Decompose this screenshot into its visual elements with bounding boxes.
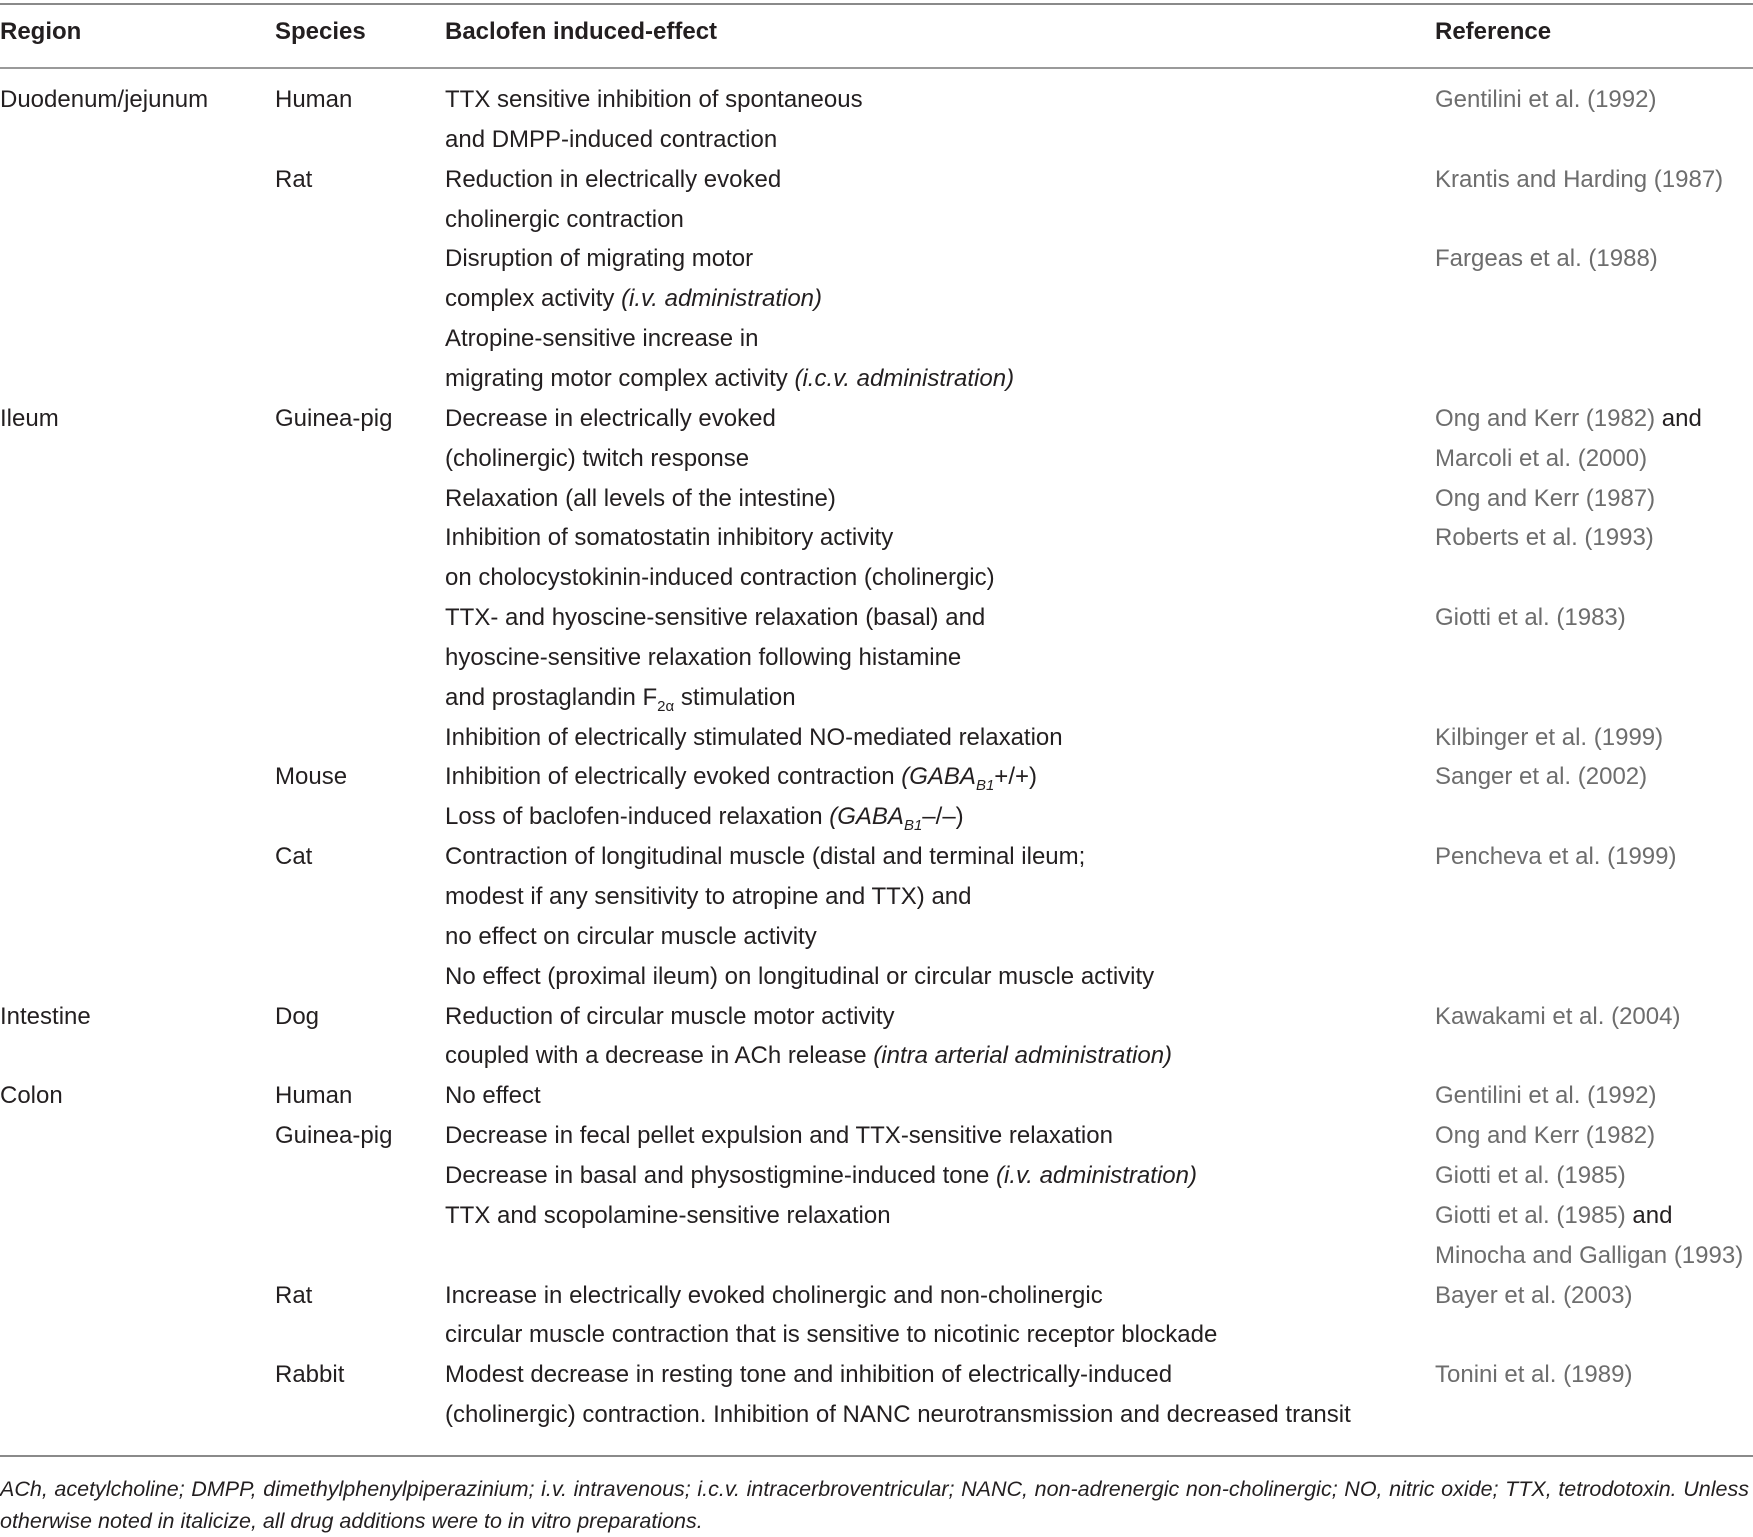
text-run: Fargeas et al. (1988) xyxy=(1435,245,1658,273)
cell-effect xyxy=(445,1156,1197,1196)
cell-effect xyxy=(445,957,1154,997)
table-row xyxy=(0,1076,1753,1116)
text-run: Kawakami et al. (2004) xyxy=(1435,1002,1681,1030)
cell-effect xyxy=(445,638,961,678)
table-row xyxy=(0,558,1753,598)
cell-effect xyxy=(445,80,863,120)
table-row xyxy=(0,718,1753,758)
text-run: (GABA xyxy=(901,763,976,791)
cell-region: Colon xyxy=(0,1082,63,1110)
cell-species: Dog xyxy=(275,1002,320,1030)
text-run: complex activity xyxy=(445,285,622,313)
text-run: Ong and Kerr (1982) xyxy=(1435,1122,1656,1150)
cell-region: Ileum xyxy=(0,404,59,432)
table-row xyxy=(0,837,1753,877)
text-run: Inhibition of electrically evoked contraction xyxy=(445,763,902,791)
text-run: Bayer et al. (2003) xyxy=(1435,1281,1633,1309)
cell-reference xyxy=(1435,1196,1672,1236)
text-run: (cholinergic) contraction. Inhibition of NANC neurotransmission and decreased transit xyxy=(445,1401,1351,1429)
text-run: stimulation xyxy=(674,683,796,711)
table-row xyxy=(0,1156,1753,1196)
text-run: Reduction of circular muscle motor activity xyxy=(445,1002,895,1030)
table-row xyxy=(0,120,1753,160)
text-run: Decrease in electrically evoked xyxy=(445,404,776,432)
table-row xyxy=(0,359,1753,399)
table-row xyxy=(0,598,1753,638)
text-run: Sanger et al. (2002) xyxy=(1435,763,1648,791)
cell-effect xyxy=(445,279,822,319)
cell-effect xyxy=(445,1315,1217,1355)
cell-effect xyxy=(445,1036,1172,1076)
cell-reference xyxy=(1435,399,1702,439)
table-row xyxy=(0,319,1753,359)
text-run: Ong and Kerr (1982) xyxy=(1435,404,1656,432)
cell-region: Intestine xyxy=(0,1002,91,1030)
cell-effect xyxy=(445,439,749,479)
cell-effect xyxy=(445,1395,1351,1435)
table-row xyxy=(0,1036,1753,1076)
cell-species: Guinea-pig xyxy=(275,1122,393,1150)
text-run: hyoscine-sensitive relaxation following histamine xyxy=(445,643,962,671)
table-row xyxy=(0,80,1753,120)
cell-effect xyxy=(445,1355,1172,1395)
text-run: TTX sensitive inhibition of spontaneous xyxy=(445,86,863,113)
cell-effect xyxy=(445,1116,1113,1156)
text-run: Ong and Kerr (1987) xyxy=(1435,484,1656,512)
cell-species: Rabbit xyxy=(275,1361,345,1389)
header-reference: Reference xyxy=(1435,18,1552,45)
text-run: Gentilini et al. (1992) xyxy=(1435,86,1657,113)
text-run: (i.v. administration) xyxy=(621,285,823,313)
cell-effect xyxy=(445,479,836,519)
cell-species: Mouse xyxy=(275,763,348,791)
text-run: (i.c.v. administration) xyxy=(794,364,1015,392)
cell-species: Rat xyxy=(275,165,313,193)
cell-species: Human xyxy=(275,86,353,113)
cell-effect xyxy=(445,1076,541,1116)
table-bottom-rule xyxy=(0,1455,1753,1457)
table-row xyxy=(0,1315,1753,1355)
text-run: Pencheva et al. (1999) xyxy=(1435,843,1677,871)
text-run: and xyxy=(1625,1201,1673,1229)
cell-effect xyxy=(445,239,753,279)
cell-species: Guinea-pig xyxy=(275,404,393,432)
table-row xyxy=(0,877,1753,917)
cell-reference xyxy=(1435,479,1655,519)
cell-effect xyxy=(445,200,684,240)
cell-reference xyxy=(1435,598,1626,638)
cell-effect xyxy=(445,399,776,439)
text-run: coupled with a decrease in ACh release xyxy=(445,1042,874,1070)
header-effect: Baclofen induced-effect xyxy=(445,18,718,45)
cell-reference xyxy=(1435,1156,1626,1196)
table-row xyxy=(0,1355,1753,1395)
text-run: Roberts et al. (1993) xyxy=(1435,524,1654,552)
text-run: Contraction of longitudinal muscle (distal and terminal ileum; xyxy=(445,843,1086,871)
cell-effect xyxy=(445,837,1085,877)
cell-reference xyxy=(1435,718,1663,758)
text-run: No effect xyxy=(445,1082,541,1110)
cell-reference xyxy=(1435,837,1677,877)
text-run: Giotti et al. (1985) xyxy=(1435,1201,1626,1229)
text-run: Krantis and Harding (1987) xyxy=(1435,165,1724,193)
cell-effect xyxy=(445,877,972,917)
cell-effect xyxy=(445,678,796,718)
text-run: Gentilini et al. (1992) xyxy=(1435,1082,1657,1110)
cell-reference xyxy=(1435,757,1647,797)
text-run: Minocha and Galligan (1993) xyxy=(1435,1241,1744,1269)
text-run: No effect (proximal ileum) on longitudinal or circular muscle activity xyxy=(445,962,1155,990)
table-row xyxy=(0,757,1753,797)
cell-effect xyxy=(445,1196,891,1236)
text-run: Relaxation (all levels of the intestine) xyxy=(445,484,836,512)
text-run: +/+) xyxy=(994,763,1037,791)
cell-species: Human xyxy=(275,1082,353,1110)
cell-reference xyxy=(1435,160,1723,200)
text-run: and xyxy=(1655,404,1702,432)
cell-reference xyxy=(1435,439,1647,479)
cell-effect xyxy=(445,718,1063,758)
table-row xyxy=(0,239,1753,279)
text-run: Giotti et al. (1983) xyxy=(1435,604,1626,632)
text-run: Loss of baclofen-induced relaxation xyxy=(445,803,830,831)
cell-effect xyxy=(445,518,893,558)
cell-effect xyxy=(445,917,817,957)
table-row xyxy=(0,957,1753,997)
cell-species: Cat xyxy=(275,843,313,871)
text-run: (GABA xyxy=(829,803,904,831)
cell-reference xyxy=(1435,997,1680,1037)
table-row xyxy=(0,279,1753,319)
text-run: –/–) xyxy=(922,803,964,831)
cell-reference xyxy=(1435,239,1658,279)
header-region: Region xyxy=(0,18,82,45)
cell-reference xyxy=(1435,1276,1632,1316)
text-run: Increase in electrically evoked cholinergic and non-cholinergic xyxy=(445,1281,1103,1309)
cell-reference xyxy=(1435,1076,1656,1116)
table-row xyxy=(0,678,1753,718)
cell-effect xyxy=(445,558,995,598)
text-run: Modest decrease in resting tone and inhibition of electrically-induced xyxy=(445,1361,1173,1389)
table-row xyxy=(0,1395,1753,1435)
cell-effect xyxy=(445,1276,1103,1316)
cell-reference xyxy=(1435,1355,1632,1395)
text-run: circular muscle contraction that is sensitive to nicotinic receptor blockade xyxy=(445,1321,1218,1349)
table-header xyxy=(0,0,1753,66)
text-run: TTX- and hyoscine-sensitive relaxation (basal) and xyxy=(445,604,986,632)
text-run: Inhibition of electrically stimulated NO-mediated relaxation xyxy=(445,723,1063,751)
cell-reference xyxy=(1435,1116,1655,1156)
table-row xyxy=(0,160,1753,200)
text-run: B1 xyxy=(903,817,923,835)
cell-effect xyxy=(445,797,964,837)
cell-species: Rat xyxy=(275,1281,313,1309)
text-run: Decrease in fecal pellet expulsion and TTX-sensitive relaxation xyxy=(445,1122,1113,1150)
cell-effect xyxy=(445,598,985,638)
cell-reference xyxy=(1435,80,1656,120)
cell-effect xyxy=(445,359,1014,399)
cell-reference xyxy=(1435,1236,1743,1276)
text-run: Marcoli et al. (2000) xyxy=(1435,444,1648,472)
text-run: and prostaglandin F xyxy=(445,683,658,711)
text-run: TTX and scopolamine-sensitive relaxation xyxy=(445,1201,891,1229)
cell-effect xyxy=(445,120,777,160)
text-run: Tonini et al. (1989) xyxy=(1435,1361,1633,1389)
cell-effect xyxy=(445,757,1037,797)
text-run: cholinergic contraction xyxy=(445,205,684,233)
text-run: migrating motor complex activity xyxy=(445,364,795,392)
text-run: Kilbinger et al. (1999) xyxy=(1435,723,1664,751)
cell-reference xyxy=(1435,518,1654,558)
cell-effect xyxy=(445,997,894,1037)
table-row xyxy=(0,1196,1753,1236)
header-rule xyxy=(0,67,1753,69)
table-row xyxy=(0,1276,1753,1316)
cell-region: Duodenum/jejunum xyxy=(0,86,209,113)
table-row xyxy=(0,797,1753,837)
table-row xyxy=(0,1116,1753,1156)
table-row xyxy=(0,917,1753,957)
text-run: (cholinergic) twitch response xyxy=(445,444,750,472)
table-row xyxy=(0,638,1753,678)
text-run: on cholocystokinin-induced contraction (cholinergic) xyxy=(445,564,995,592)
text-run: modest if any sensitivity to atropine and TTX) and xyxy=(445,883,972,910)
text-run: no effect on circular muscle activity xyxy=(445,922,817,950)
text-run: Giotti et al. (1985) xyxy=(1435,1161,1626,1189)
text-run: 2α xyxy=(657,697,675,715)
table-row xyxy=(0,439,1753,479)
text-run: Disruption of migrating motor xyxy=(445,245,754,273)
text-run: B1 xyxy=(975,777,995,795)
text-run: Decrease in basal and physostigmine-induced tone xyxy=(445,1161,997,1189)
table-row xyxy=(0,399,1753,439)
text-run: (intra arterial administration) xyxy=(873,1042,1173,1070)
text-run: Atropine-sensitive increase in xyxy=(445,325,759,353)
table-row xyxy=(0,997,1753,1037)
text-run: Reduction in electrically evoked xyxy=(445,165,782,193)
text-run: and DMPP-induced contraction xyxy=(445,125,778,153)
text-run: Inhibition of somatostatin inhibitory activity xyxy=(445,524,894,552)
table-row xyxy=(0,518,1753,558)
header-species: Species xyxy=(275,18,366,45)
table-footnote: ACh, acetylcholine; DMPP, dimethylphenylpiperazinium; i.v. intravenous; i.c.v. intracerbroventricular; NANC, non-adrenergic non-cholinergic; NO, nitric oxide; TTX, tetrodotoxin. Unless otherwise noted in italicize, all drug additions were to in vitro preparations. xyxy=(0,1477,1749,1533)
table-row xyxy=(0,200,1753,240)
cell-effect xyxy=(445,319,759,359)
table-row xyxy=(0,479,1753,519)
cell-effect xyxy=(445,160,781,200)
text-run: (i.v. administration) xyxy=(996,1161,1197,1189)
table-row xyxy=(0,1236,1753,1276)
